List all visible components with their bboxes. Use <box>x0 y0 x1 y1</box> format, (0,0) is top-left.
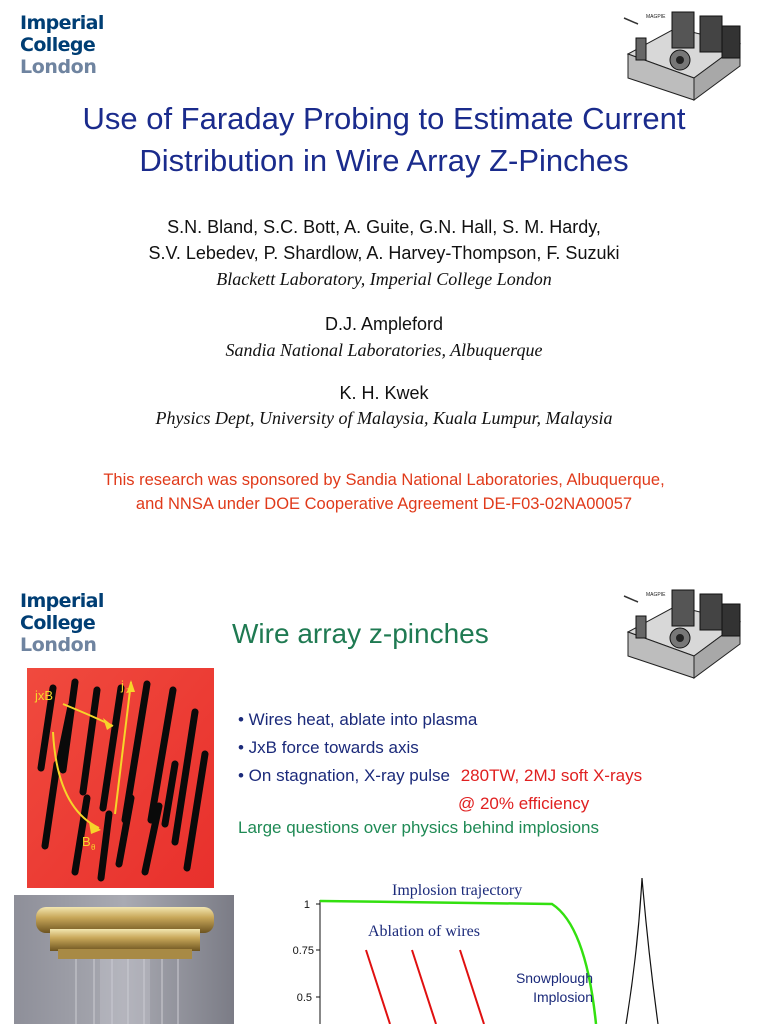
logo-line1: Imperial College <box>20 590 104 634</box>
authors-line2: S.V. Lebedev, P. Shardlow, A. Harvey-Thompson, F. Suzuki <box>148 243 620 263</box>
author-list <box>0 214 768 266</box>
sponsor-note <box>0 468 768 516</box>
slide2-title: Wire array z-pinches <box>232 618 489 649</box>
trajectory-curve <box>320 901 596 1024</box>
ytick-label: 0.5 <box>296 992 312 1004</box>
logo-line2: London <box>20 634 97 656</box>
ablation-line <box>460 950 484 1024</box>
bullet-text: • On stagnation, X-ray pulse <box>238 766 450 785</box>
bullet-item <box>238 762 758 790</box>
ytick-label: 0.75 <box>292 945 314 957</box>
label-trajectory: Implosion trajectory <box>392 882 523 899</box>
implosion-graph <box>286 870 666 1029</box>
authors-line1: S.N. Bland, S.C. Bott, A. Guite, G.N. Hall, S. M. Hardy, <box>167 217 601 237</box>
label-implosion: Implosion <box>533 989 593 1005</box>
bullet-item: • Wires heat, ablate into plasma <box>238 710 478 729</box>
author-kwek: K. H. Kwek <box>339 383 429 403</box>
magpie-machine-image-slide2 <box>616 586 752 684</box>
affiliation-sandia: Sandia National Laboratories, Albuquerque <box>225 340 543 360</box>
ytick-label: 1 <box>303 899 310 911</box>
title-line1: Use of Faraday Probing to Estimate Current <box>82 101 686 136</box>
title-line2: Distribution in Wire Array Z-Pinches <box>139 143 629 178</box>
machine-label: MAGPIE <box>646 592 666 598</box>
author-ampleford: D.J. Ampleford <box>324 314 444 334</box>
logo-line2: London <box>20 56 97 78</box>
ablation-line <box>412 950 436 1024</box>
machine-label: MAGPIE <box>646 14 666 20</box>
ablation-line <box>366 950 390 1024</box>
bullet-list <box>238 706 758 818</box>
slide1-title <box>0 98 768 182</box>
xray-stats: 280TW, 2MJ soft X-rays <box>460 766 643 785</box>
label-ablation: Ablation of wires <box>368 923 480 940</box>
jxb-label: jxB <box>35 688 54 703</box>
affiliation-imperial: Blackett Laboratory, Imperial College London <box>216 269 552 289</box>
btheta-label: B <box>82 834 91 849</box>
wire-array-photo <box>14 895 234 1029</box>
affiliation-malaysia: Physics Dept, University of Malaysia, Kuala Lumpur, Malaysia <box>155 408 613 428</box>
imperial-logo-slide2 <box>20 590 180 656</box>
btheta-sub: θ <box>91 843 96 852</box>
wire-array-diagram <box>27 668 214 893</box>
sponsor-line1: This research was sponsored by Sandia National Laboratories, Albuquerque, <box>103 471 665 489</box>
jz-label: j <box>121 678 124 693</box>
imperial-logo <box>20 12 180 78</box>
sponsor-line2: and NNSA under DOE Cooperative Agreement DE-F03-02NA00057 <box>135 495 633 513</box>
logo-line1: Imperial College <box>20 12 104 56</box>
bullet-item: • JxB force towards axis <box>238 738 419 757</box>
label-snowplough: Snowplough <box>515 970 593 986</box>
efficiency-text: @ 20% efficiency <box>458 794 590 813</box>
xray-pulse <box>626 878 658 1024</box>
jz-sub: z <box>126 686 130 695</box>
magpie-machine-image <box>616 8 752 106</box>
questions-text: Large questions over physics behind implosions <box>238 818 599 837</box>
